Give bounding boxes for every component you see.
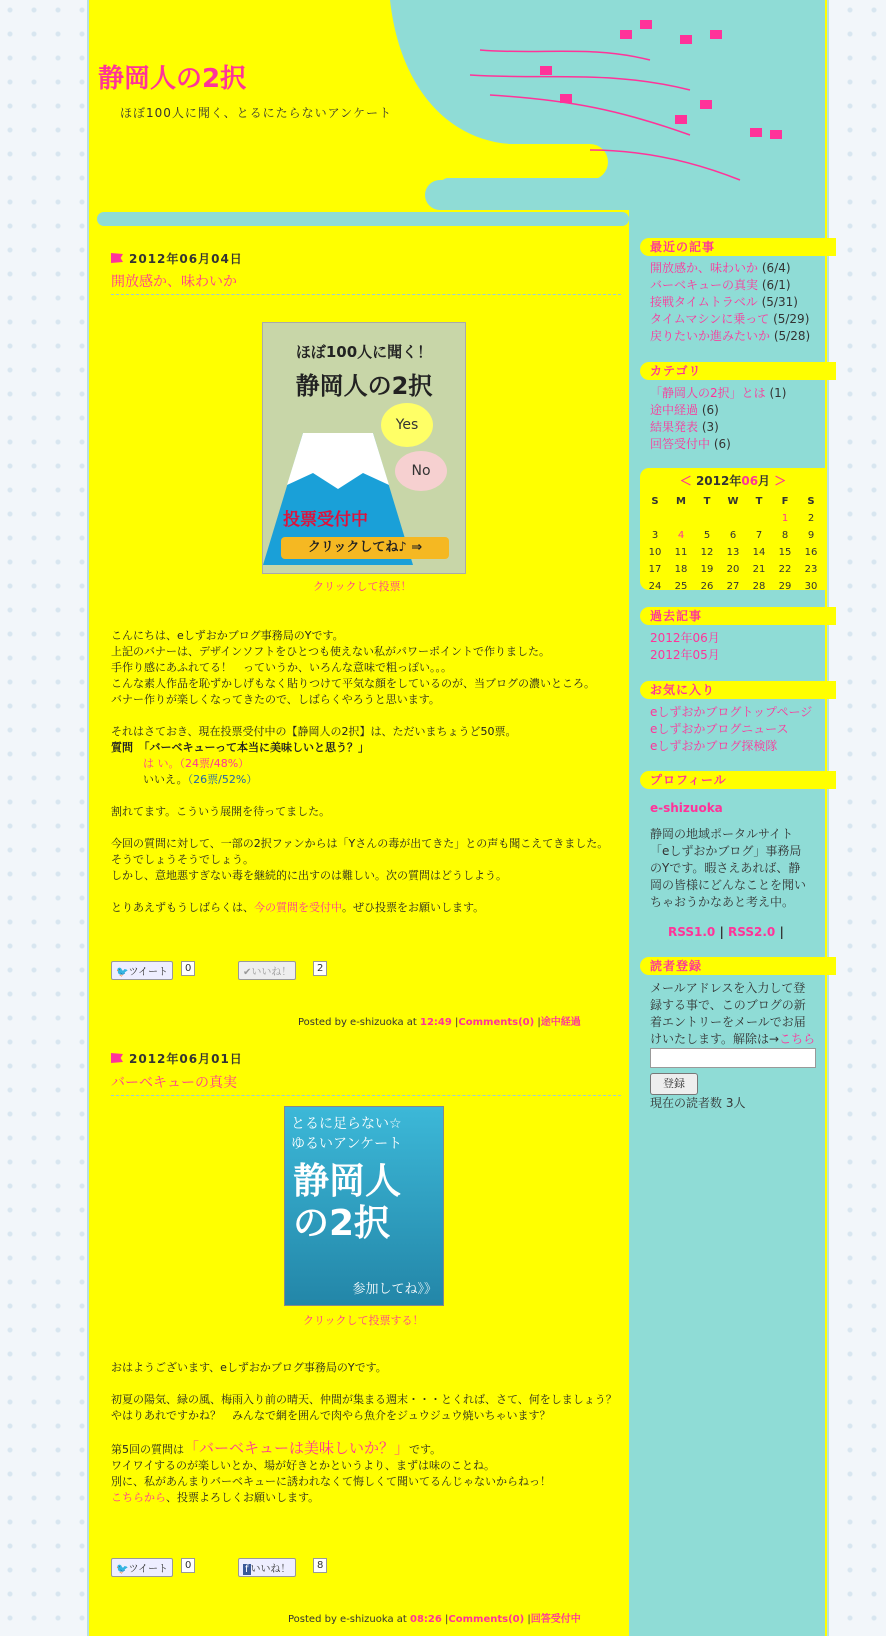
list-item[interactable]: eしずおかブログニュース	[650, 722, 789, 736]
yes-bubble: Yes	[381, 403, 433, 447]
flag-icon	[111, 1053, 123, 1063]
vote-link[interactable]: 今の質問を受付中	[254, 901, 342, 914]
calendar-next[interactable]: ＞	[774, 474, 787, 488]
post-paragraph: ワイワイするのが楽しいとか、場が好きとかというより、まずは味のことね。	[111, 1459, 496, 1472]
list-item: 接戦タイムトラベル (5/31)	[650, 295, 798, 309]
post-body	[111, 1360, 631, 1506]
banner-line1: とるに足らない☆	[291, 1116, 402, 1132]
category-link[interactable]: 回答受付中	[530, 1614, 581, 1625]
rss-links: RSS1.0 | RSS2.0 |	[668, 925, 784, 939]
post-date: 2012年06月04日	[111, 250, 243, 267]
post-paragraph: しかし、意地悪すぎない毒を継続的に出すのは難しい。次の質問はどうしよう。	[111, 869, 507, 882]
post-body	[111, 628, 631, 916]
like-count: 8	[313, 1558, 327, 1573]
category-list	[650, 385, 786, 453]
reader-count: 現在の読者数 3人	[650, 1096, 746, 1110]
post-paragraph: バナー作りが楽しくなってきたので、しばらくやろうと思います。	[111, 693, 440, 706]
like-button[interactable]: ✔いいね！	[238, 961, 296, 980]
twitter-icon: 🐦	[116, 967, 129, 978]
list-item: 「静岡人の2択」とは (1)	[650, 386, 787, 400]
post-paragraph: それはさておき、現在投票受付中の【静岡人の2択】は、ただいまちょうど50票。	[111, 725, 517, 738]
like-count: 2	[313, 961, 327, 976]
list-item: 結果発表 (3)	[650, 420, 719, 434]
recent-posts-list	[650, 260, 810, 345]
calendar-link-day[interactable]: 4	[677, 530, 685, 541]
tweet-button[interactable]: 🐦ツイート	[111, 1558, 173, 1577]
post-paragraph: 手作り感にあふれてる！ っていうか、いろんな意味で粗っぽい。。。	[111, 661, 452, 674]
comments-link[interactable]: Comments(0)	[448, 1614, 525, 1625]
post-paragraph: 初夏の陽気、緑の風、梅雨入り前の晴天、仲間が集まる週末・・・とくれば、さて、何をしましょう？	[111, 1393, 617, 1406]
sidebar-heading-archive: 過去記事	[640, 607, 836, 625]
unsubscribe-link[interactable]: こちら	[779, 1032, 816, 1046]
banner-caption[interactable]: クリックして投票する！	[303, 1314, 424, 1327]
check-icon: ✔	[243, 967, 252, 978]
list-item[interactable]: 2012年06月	[650, 631, 720, 645]
calendar-link-day[interactable]: 1	[781, 513, 789, 524]
sidebar-heading-profile: プロフィール	[640, 771, 836, 789]
calendar	[640, 468, 826, 590]
register-button[interactable]: 登録	[650, 1073, 698, 1095]
post-paragraph: 上記のバナーは、デザインソフトをひとつも使えない私がパワーポイントで作りました。	[111, 645, 551, 658]
post-time-link[interactable]: 12:49	[420, 1017, 452, 1028]
site-subtitle: ほぼ100人に聞く、とるにたらないアンケート	[120, 106, 392, 120]
header-divider-bar	[97, 212, 629, 226]
vote-banner[interactable]	[262, 322, 466, 574]
banner-line2: ゆるいアンケート	[291, 1136, 403, 1152]
post-footer: Posted by e-shizuoka at 12:49 |Comments(0) |途中経過	[298, 1017, 581, 1028]
list-item[interactable]: eしずおかブログ探検隊	[650, 739, 778, 753]
comments-link[interactable]: Comments(0)	[458, 1017, 535, 1028]
archive-list	[650, 630, 720, 664]
banner-button: 参加してね》》	[352, 1282, 437, 1297]
post-time-link[interactable]: 08:26	[410, 1614, 442, 1625]
banner-line2: 静岡人の2択	[295, 372, 433, 400]
list-item: 途中経過 (6)	[650, 403, 719, 417]
site-title[interactable]: 静岡人の2択	[98, 64, 247, 94]
calendar-title: ＜ 2012年06月 ＞	[679, 474, 787, 488]
post-paragraph: こんな素人作品を恥ずかしげもなく貼りつけて平気な顔をしているのが、当ブログの濃いところ。	[111, 677, 595, 690]
list-item: 戻りたいか進みたいか (5/28)	[650, 329, 811, 343]
post-paragraph: やはりあれですかね？ みんなで網を囲んで肉やら魚介をジュウジュウ焼いちゃいます？	[111, 1409, 551, 1422]
favorites-list	[650, 704, 812, 755]
post-paragraph: とりあえずもうしばらくは、今の質問を受付中。ぜひ投票をお願いします。	[111, 901, 485, 914]
list-item: 回答受付中 (6)	[650, 437, 731, 451]
category-link[interactable]: 途中経過	[540, 1017, 581, 1028]
header-wave-bar	[440, 178, 630, 206]
sidebar-heading-reader: 読者登録	[640, 957, 836, 975]
banner-caption[interactable]: クリックして投票！	[313, 580, 412, 593]
answer-yes: は い。（24票/48%）	[143, 757, 250, 770]
post-paragraph: 今回の質問に対して、一部の2択ファンからは「Yさんの毒が出てきた」との声も聞こえてきました。	[111, 837, 609, 850]
post-paragraph: こんにちは、eしずおかブログ事務局のYです。	[111, 629, 344, 642]
profile-name[interactable]: e-shizuoka	[650, 801, 723, 815]
banner-line1: ほぼ100人に聞く！	[295, 343, 433, 361]
tweet-count: 0	[181, 961, 195, 976]
post-paragraph: こちらから、投票よろしくお願いします。	[111, 1491, 320, 1504]
post-paragraph: そうでしょうそうでしょう。	[111, 853, 254, 866]
reader-text: メールアドレスを入力して登録する事で、このブログの新着エントリーをメールでお届けいたします。解除は→こちら	[650, 981, 816, 1046]
rss1-link[interactable]: RSS1.0	[668, 925, 716, 939]
calendar-grid: S M T W T F S 1 2 3 4 5 6 7 8 9 10 11 12 13 14 15 16 17 18 19 20 21 22 23 24 25 26 27 28 29 30	[648, 496, 818, 592]
banner-click-button: クリックしてね♪ ⇒	[281, 537, 449, 559]
like-button[interactable]: f いいね！	[238, 1558, 296, 1577]
post-paragraph: 割れてます。こういう展開を待ってました。	[111, 805, 331, 818]
flag-icon	[111, 253, 123, 263]
calendar-prev[interactable]: ＜	[679, 474, 692, 488]
answer-no: いいえ。（26票/52%）	[143, 773, 258, 786]
banner-status: 投票受付中	[283, 510, 368, 530]
participate-banner[interactable]	[284, 1106, 444, 1306]
post-paragraph: 別に、私があんまりバーベキューに誘われなくて悔しくて聞いてるんじゃないからねっ！	[111, 1475, 551, 1488]
post-footer: Posted by e-shizuoka at 08:26 |Comments(0) |回答受付中	[288, 1614, 581, 1625]
list-item: バーベキューの真実 (6/1)	[650, 278, 791, 292]
tweet-button[interactable]: 🐦ツイート	[111, 961, 173, 980]
banner-line4: の2択	[293, 1203, 391, 1244]
list-item[interactable]: eしずおかブログトップページ	[650, 705, 813, 719]
question-text: 質問 「バーベキューって本当に美味しいと思う？」	[111, 741, 370, 754]
post-title[interactable]: バーベキューの真実	[111, 1072, 621, 1096]
facebook-icon: f	[245, 1564, 249, 1575]
email-field[interactable]	[650, 1048, 816, 1068]
list-item[interactable]: 2012年05月	[650, 648, 720, 662]
post-paragraph: おはようございます、eしずおかブログ事務局のYです。	[111, 1361, 387, 1374]
sidebar-heading-recent: 最近の記事	[640, 238, 836, 256]
list-item: タイムマシンに乗って (5/29)	[650, 312, 810, 326]
sidebar-heading-favorites: お気に入り	[640, 681, 836, 699]
tweet-count: 0	[181, 1558, 195, 1573]
post-title[interactable]: 開放感か、味わいか	[111, 271, 621, 295]
banner-line3: 静岡人	[293, 1161, 402, 1202]
no-bubble: No	[395, 451, 447, 491]
vote-link[interactable]: こちらから	[111, 1491, 166, 1504]
list-item: 開放感か、味わいか (6/4)	[650, 261, 791, 275]
rss2-link[interactable]: RSS2.0	[728, 925, 776, 939]
question-text: 第5回の質問は「バーベキューは美味しいか？」です。	[111, 1439, 442, 1457]
post-date: 2012年06月01日	[111, 1050, 243, 1067]
twitter-icon: 🐦	[116, 1564, 129, 1575]
sidebar-heading-category: カテゴリ	[640, 362, 836, 380]
profile-text: 静岡の地域ポータルサイト「eしずおかブログ」事務局のYです。暇さえあれば、静岡の皆様にどんなことを聞いちゃおうかなあと考え中。	[650, 827, 807, 909]
